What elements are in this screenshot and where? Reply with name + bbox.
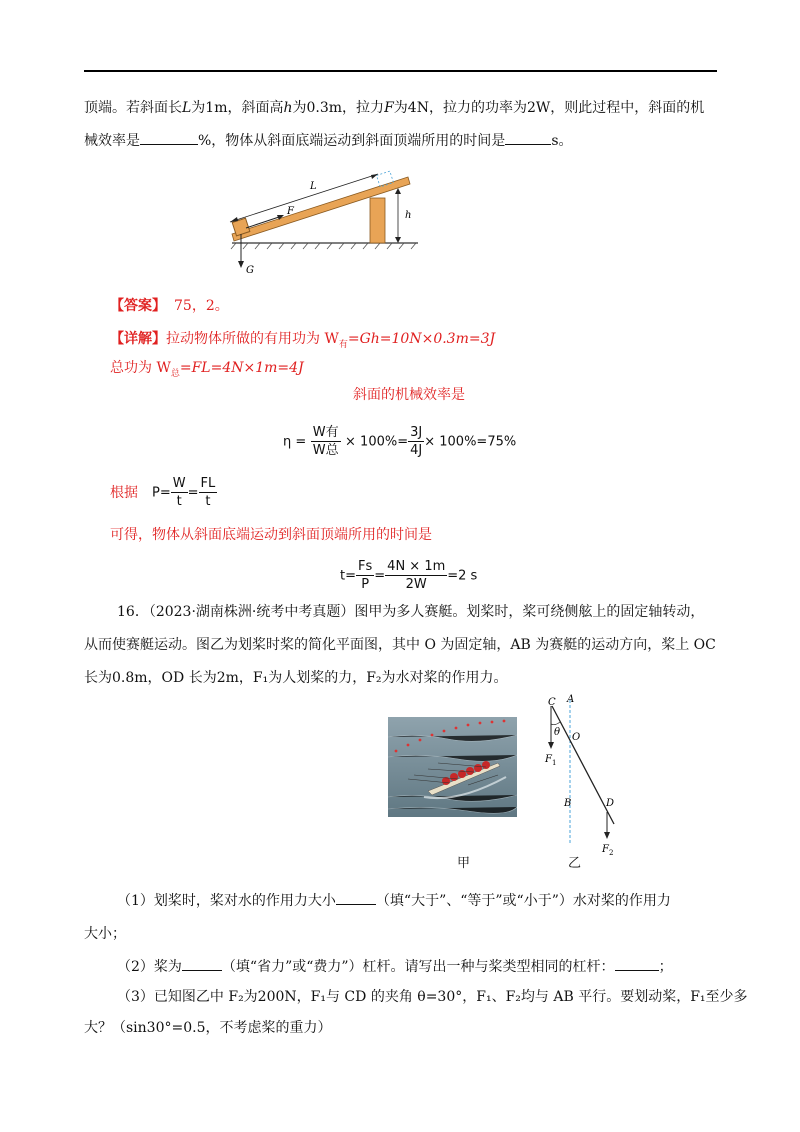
answer-line [110,295,229,315]
detail-useful-work-eq: =Gh=10N×0.3m=3J [347,331,496,347]
sub-zong: 总 [170,368,180,379]
t-den-1: P [361,577,370,592]
problem16-text: 16．（2023·湖南株洲·统考中考真题）图甲为多人赛艇。划桨时，桨可绕侧舷上的固定轴转动，从而使赛艇运动。图乙为划桨时桨的简化平面图，其中 O 为固定轴，AB 为赛艇的运动方向，桨上 OC 长为0.8m，OD 长为2m，F₁为人划桨的力，F₂为水对桨的作用力。 [84,604,716,686]
q3-line1: （3）已知图乙中 F₂为200N，F₁与 CD 的夹角 θ=30°，F₁、F₂均与 AB 平行。要划动桨，F₁至少多 [117,989,748,1005]
p15-F: F [384,100,394,116]
p15-h: h [283,100,293,116]
fig1-L-label: L [310,181,317,192]
p15-seg4: 为4N，拉力的功率为2W，则此过程中，斜面的机 [393,100,705,116]
rowing-photo [388,717,517,817]
label-F1-letter: F [545,754,552,765]
answer-blank-q1[interactable] [336,890,376,905]
detail-tag: 【详解】 [110,331,166,347]
detail-total-work-text: 总功为 W [110,360,171,376]
fig1-F-label: F [287,206,294,217]
caption-yi: 乙 [568,856,582,871]
eta-lhs: η = [283,434,307,450]
detail-time-title: 可得，物体从斜面底端运动到斜面顶端所用的时间是 [110,527,432,543]
t-fraction-2 [385,558,447,593]
p-den-1: t [176,494,182,509]
eta-den-1: W总 [312,443,339,458]
sub-you: 有 [338,339,348,350]
t-den-2: 2W [405,577,427,592]
t-num-2: 4N × 1m [387,559,446,574]
label-B: B [564,798,572,809]
ground-hatch [231,243,416,249]
t-fraction-1 [356,558,374,593]
eta-fraction-1 [311,424,341,459]
label-D: D [606,798,615,809]
p-den-2: t [205,494,211,509]
p-num-1: W [172,476,186,491]
p-fraction-1 [171,475,188,510]
t-eq: = [374,568,386,584]
p15-seg2: 为1m，斜面高 [191,100,284,116]
power-formula [110,475,217,510]
t-lhs: t= [340,568,356,584]
header-rule [84,70,717,72]
p15-seg6: %，物体从斜面底端运动到斜面顶端所用的时间是 [198,133,506,149]
answer-value: 75，2。 [174,298,229,314]
answer-blank-q2a[interactable] [182,956,222,971]
answer-blank-q2b[interactable] [615,956,659,971]
label-F2-sub: 2 [608,849,614,857]
theta-arc [551,722,560,725]
label-F2 [601,844,613,857]
caption-jia: 甲 [457,856,471,871]
fig1-h-label: h [405,210,412,221]
incline-diagram [222,160,422,278]
t-num-1: Fs [358,559,373,574]
label-A: A [567,694,575,705]
oar-CD-line [552,706,614,824]
label-O: O [572,732,581,743]
p-fraction-2 [199,475,218,510]
detail-efficiency-title: 斜面的机械效率是 [353,387,465,403]
detail-useful-work-text: 拉动物体所做的有用功为 W [166,331,339,347]
detail-line-2 [110,357,304,379]
fig1-G-label: G [246,265,254,276]
p15-seg7: s。 [551,133,573,149]
support-post [370,198,385,243]
p-eq: = [187,485,199,501]
eta-num-2: 3J [410,425,423,440]
q2-seg3: ； [658,959,673,975]
efficiency-formula [283,424,516,459]
label-C: C [548,697,556,708]
q2-seg1: （2）桨为 [117,959,182,975]
p15-seg3: 为0.3m，拉力 [292,100,385,116]
answer-blank-efficiency[interactable] [140,130,198,145]
eta-end: × 100%=75% [424,434,517,450]
detail-total-work-eq: =FL=4N×1m=4J [179,360,304,376]
answer-tag: 【答案】 [110,298,166,314]
answer-blank-time[interactable] [505,130,551,145]
rowing-photo-drawing [388,717,517,817]
q1-line [117,890,671,910]
p-num-2: FL [200,476,216,491]
p15-seg1: 顶端。若斜面长 [84,100,182,116]
q3-line2: 大？（sin30°=0.5，不考虑桨的重力） [84,1020,332,1036]
oar-lever-diagram [538,694,628,860]
p15-seg5: 械效率是 [84,133,140,149]
time-formula [340,558,477,593]
eta-den-2: 4J [410,443,423,458]
eta-mid: × 100%= [345,434,409,450]
label-F2-letter: F [602,844,609,855]
label-F1 [544,754,556,767]
q1-line2: 大小； [84,926,126,942]
label-F1-sub: 1 [551,759,557,767]
p15-L: L [182,100,192,116]
q1-seg2: （填“大于”、“等于”或“小于”）水对桨的作用力 [375,893,671,909]
q2-seg2: （填“省力”或“费力”）杠杆。请写出一种与桨类型相同的杠杆： [221,959,615,975]
problem15-text [84,92,717,158]
p-lhs: P= [152,485,171,501]
eta-fraction-2 [408,424,424,459]
q2-line [117,956,673,976]
eta-num-1: W有 [312,425,339,440]
label-theta: θ [554,727,561,738]
basis-label: 根据 [110,484,138,501]
t-end: =2 s [447,568,478,584]
detail-line-1 [110,328,495,350]
q1-seg1: （1）划桨时，桨对水的作用力大小 [117,893,336,909]
